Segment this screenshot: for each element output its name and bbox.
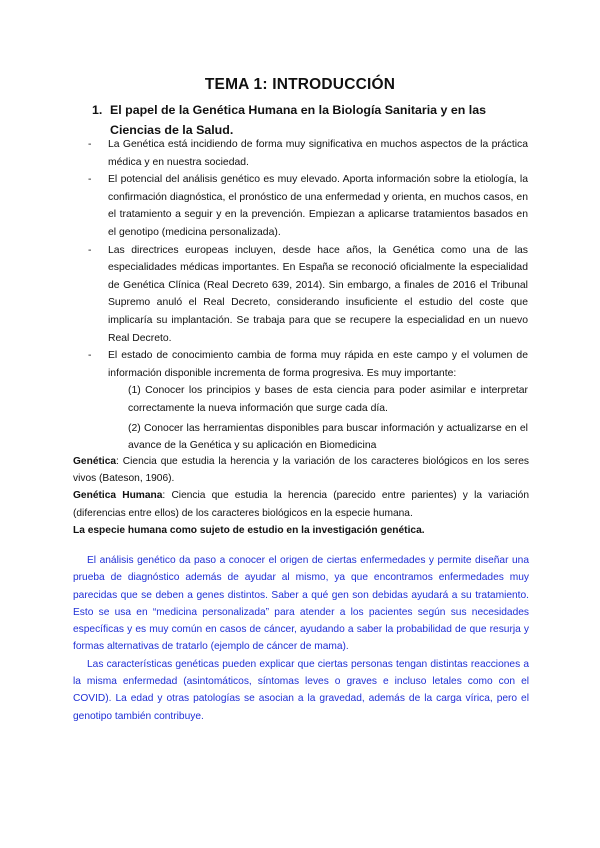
bullet-list <box>88 136 528 457</box>
bullet-item: - El potencial del análisis genético es muy elevado. Aporta información sobre la etiología, la confirmación diagnóstica, el pronóstico de una enfermedad y orienta, en muchos casos, en el tratamiento a seguir y en la prevención. Empiezan a aplicarse tratamientos basados en el genotipo (medicina personalizada). <box>88 174 528 238</box>
definition-genetica <box>73 453 529 487</box>
notes-block <box>73 552 529 725</box>
bullet-item: - La Genética está incidiendo de forma muy significativa en muchos aspectos de la práctica médica y en nuestra sociedad. <box>88 139 528 168</box>
bullet-text: Las directrices europeas incluyen, desde hace años, la Genética como una de las especialidades médicas importantes. En España se reconoció oficialmente la especialidad de Genética Clínica (Real Decreto 639, 2014). Sin embargo, a finales de 2016 el Tribunal Supremo anuló el Real Decreto, considerando insuficiente el estudio del coste que implicaría su implantación. Se trabaja para que se recupere la especialidad en un nuevo Real Decreto. <box>108 244 528 344</box>
definition-text: : Ciencia que estudia la herencia y la variación de los caracteres biológicos en los seres vivos (Bateson, 1906). <box>73 456 529 485</box>
sub-item: (2) Conocer las herramientas disponibles para buscar información y actualizarse en el avance de la Genética y su aplicación en Biomedicina <box>128 422 528 452</box>
bullet-item: - Las directrices europeas incluyen, desde hace años, la Genética como una de las especialidades médicas importantes. En España se reconoció oficialmente la especialidad de Genética Clínica (Real Decreto 639, 2014). Sin embargo, a finales de 2016 el Tribunal Supremo anuló el Real Decreto, considerando insuficiente el estudio del coste que implicaría su implantación. Se trabaja para que se recupere la especialidad en un nuevo Real Decreto. <box>88 244 528 344</box>
page-title: TEMA 1: INTRODUCCIÓN <box>204 76 396 93</box>
definitions-block <box>73 453 529 539</box>
sub-list <box>128 382 528 454</box>
bullet-item: - El estado de conocimiento cambia de forma muy rápida en este campo y el volumen de información disponible incrementa de forma progresiva. Es muy importante: <box>88 350 528 379</box>
sub-item: (1) Conocer los principios y bases de esta ciencia para poder asimilar e interpretar correctamente la nueva información que surge cada día. <box>128 385 528 414</box>
section-heading-text: El papel de la Genética Humana en la Biología Sanitaria y en las Ciencias de la Salud. <box>110 103 486 137</box>
note-paragraph: Las características genéticas pueden explicar que ciertas personas tengan distintas reacciones a la misma enfermedad (asintomáticos, síntomas leves o graves e incluso letales como con el COVID). La edad y otras patologías se asocian a la gravedad, además de la carga vírica, pero el genotipo también contribuye. <box>73 658 529 722</box>
definition-term: Genética Humana <box>73 490 163 502</box>
bullet-text: La Genética está incidiendo de forma muy significativa en muchos aspectos de la práctica médica y en nuestra sociedad. <box>108 139 528 168</box>
section-number: 1. <box>92 103 103 117</box>
definition-term: Genética <box>73 456 117 467</box>
definition-text: : Ciencia que estudia la herencia (parecido entre parientes) y la variación (diferencias entre ellos) de los caracteres biológicos en la especie humana. <box>73 490 529 519</box>
section-heading <box>92 100 512 140</box>
bullet-text: El estado de conocimiento cambia de forma muy rápida en este campo y el volumen de información disponible incrementa de forma progresiva. Es muy importante: <box>108 350 528 379</box>
definition-genetica-humana <box>73 487 529 521</box>
subject-line: La especie humana como sujeto de estudio en la investigación genética. <box>73 524 425 536</box>
note-paragraph: El análisis genético da paso a conocer el origen de ciertas enfermedades y permite diseñar una prueba de diagnóstico además de ayudar al mismo, ya que encontramos enfermedades muy parecidas que se deben a genes distintos. Saber a qué gen son debidas ayudará a su tratamiento. Esto se usa en “medicina personalizada” para atender a los pacientes según sus necesidades específicas y es muy común en casos de cáncer, ayudando a saber la probabilidad de que resurja y formas alternativas de tratarlo (ejemplo de cáncer de mama). <box>73 555 529 653</box>
bullet-text: El potencial del análisis genético es muy elevado. Aporta información sobre la etiología, la confirmación diagnóstica, el pronóstico de una enfermedad y orienta, en muchos casos, en el tratamiento a seguir y en la prevención. Empiezan a aplicarse tratamientos basados en el genotipo (medicina personalizada). <box>108 174 528 238</box>
